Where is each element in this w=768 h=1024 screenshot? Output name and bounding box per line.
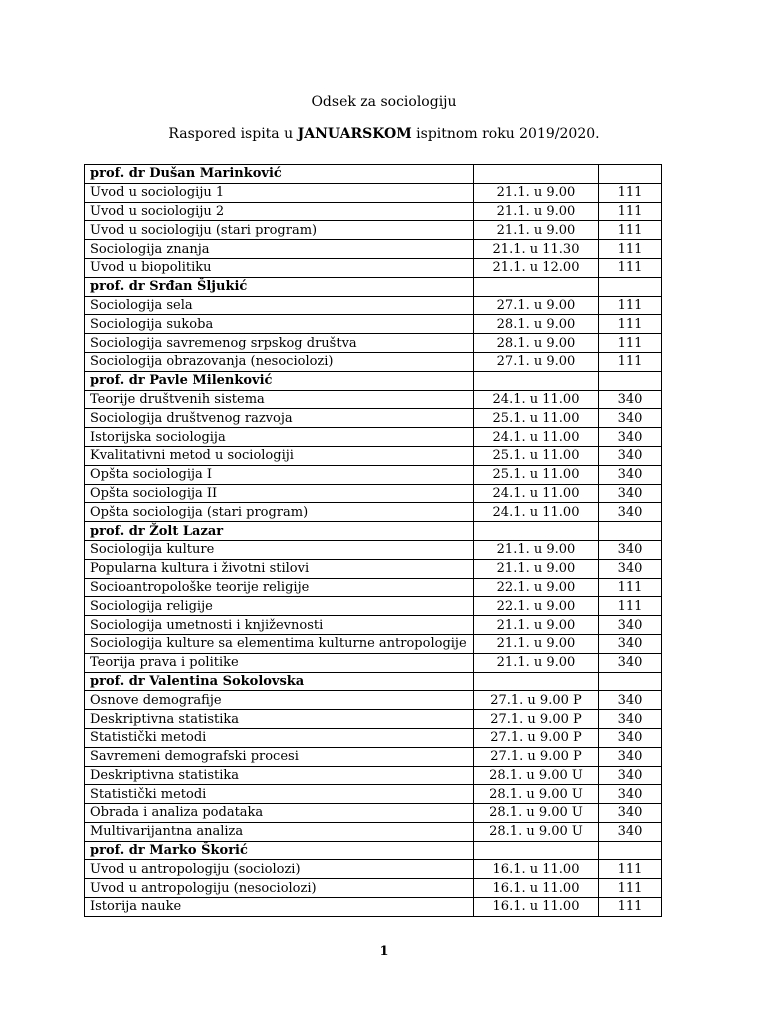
exam-date-cell xyxy=(474,277,599,296)
exam-schedule-table xyxy=(84,164,662,917)
exam-date-cell xyxy=(474,165,599,184)
course-row xyxy=(85,691,662,710)
exam-date-cell: 24.1. u 11.00 xyxy=(474,503,599,522)
course-row xyxy=(85,409,662,428)
course-row xyxy=(85,766,662,785)
room-cell: 111 xyxy=(599,597,662,616)
course-name-cell: Uvod u biopolitiku xyxy=(85,258,474,277)
course-name-cell: Opšta sociologija I xyxy=(85,465,474,484)
exam-date-cell: 28.1. u 9.00 xyxy=(474,334,599,353)
exam-date-cell: 21.1. u 9.00 xyxy=(474,540,599,559)
exam-date-cell: 24.1. u 11.00 xyxy=(474,484,599,503)
professor-row xyxy=(85,371,662,390)
exam-date-cell: 27.1. u 9.00 P xyxy=(474,747,599,766)
exam-date-cell: 27.1. u 9.00 P xyxy=(474,710,599,729)
exam-date-cell: 21.1. u 9.00 xyxy=(474,634,599,653)
exam-date-cell: 28.1. u 9.00 U xyxy=(474,822,599,841)
room-cell: 340 xyxy=(599,691,662,710)
room-cell: 111 xyxy=(599,578,662,597)
room-cell: 111 xyxy=(599,315,662,334)
room-cell: 340 xyxy=(599,804,662,823)
professor-row xyxy=(85,522,662,541)
course-name-cell: Teorija prava i politike xyxy=(85,653,474,672)
page-title: Odsek za sociologiju xyxy=(311,94,457,110)
page-number: 1 xyxy=(379,944,389,959)
course-row xyxy=(85,559,662,578)
exam-date-cell: 27.1. u 9.00 xyxy=(474,352,599,371)
course-name-cell: Savremeni demografski procesi xyxy=(85,747,474,766)
room-cell xyxy=(599,672,662,691)
subtitle-suffix: ispitnom roku 2019/2020. xyxy=(411,126,600,142)
room-cell: 340 xyxy=(599,540,662,559)
course-name-cell: Teorije društvenih sistema xyxy=(85,390,474,409)
course-row xyxy=(85,334,662,353)
exam-date-cell: 16.1. u 11.00 xyxy=(474,898,599,917)
room-cell: 340 xyxy=(599,785,662,804)
course-name-cell: Multivarijantna analiza xyxy=(85,822,474,841)
course-row xyxy=(85,446,662,465)
room-cell: 111 xyxy=(599,183,662,202)
course-row xyxy=(85,728,662,747)
professor-name-cell: prof. dr Pavle Milenković xyxy=(85,371,474,390)
course-row xyxy=(85,634,662,653)
course-row xyxy=(85,898,662,917)
room-cell: 340 xyxy=(599,634,662,653)
course-row xyxy=(85,653,662,672)
professor-name-cell: prof. dr Žolt Lazar xyxy=(85,522,474,541)
room-cell: 340 xyxy=(599,710,662,729)
professor-name-cell: prof. dr Srđan Šljukić xyxy=(85,277,474,296)
exam-date-cell: 24.1. u 11.00 xyxy=(474,428,599,447)
course-name-cell: Uvod u antropologiju (nesociolozi) xyxy=(85,879,474,898)
room-cell: 340 xyxy=(599,559,662,578)
exam-date-cell: 24.1. u 11.00 xyxy=(474,390,599,409)
course-row xyxy=(85,503,662,522)
course-name-cell: Sociologija savremenog srpskog društva xyxy=(85,334,474,353)
room-cell xyxy=(599,371,662,390)
room-cell: 340 xyxy=(599,446,662,465)
course-name-cell: Uvod u sociologiju 2 xyxy=(85,202,474,221)
exam-date-cell xyxy=(474,672,599,691)
course-name-cell: Opšta sociologija (stari program) xyxy=(85,503,474,522)
exam-date-cell: 28.1. u 9.00 xyxy=(474,315,599,334)
course-row xyxy=(85,484,662,503)
professor-row xyxy=(85,841,662,860)
course-row xyxy=(85,804,662,823)
course-name-cell: Deskriptivna statistika xyxy=(85,710,474,729)
course-name-cell: Istorija nauke xyxy=(85,898,474,917)
exam-date-cell: 27.1. u 9.00 xyxy=(474,296,599,315)
room-cell: 340 xyxy=(599,616,662,635)
room-cell: 111 xyxy=(599,258,662,277)
room-cell xyxy=(599,841,662,860)
professor-name-cell: prof. dr Dušan Marinković xyxy=(85,165,474,184)
course-name-cell: Deskriptivna statistika xyxy=(85,766,474,785)
room-cell: 111 xyxy=(599,202,662,221)
exam-date-cell: 25.1. u 11.00 xyxy=(474,465,599,484)
exam-date-cell: 22.1. u 9.00 xyxy=(474,578,599,597)
room-cell: 111 xyxy=(599,296,662,315)
exam-date-cell: 16.1. u 11.00 xyxy=(474,860,599,879)
course-name-cell: Uvod u sociologiju 1 xyxy=(85,183,474,202)
course-name-cell: Kvalitativni metod u sociologiji xyxy=(85,446,474,465)
course-row xyxy=(85,747,662,766)
subtitle-exam-period: JANUARSKOM xyxy=(297,126,412,142)
course-row xyxy=(85,183,662,202)
exam-date-cell: 27.1. u 9.00 P xyxy=(474,691,599,710)
room-cell: 111 xyxy=(599,240,662,259)
course-name-cell: Sociologija sukoba xyxy=(85,315,474,334)
course-row xyxy=(85,578,662,597)
course-row xyxy=(85,822,662,841)
exam-schedule-body xyxy=(85,165,662,917)
room-cell: 340 xyxy=(599,503,662,522)
room-cell: 340 xyxy=(599,465,662,484)
exam-date-cell: 21.1. u 11.30 xyxy=(474,240,599,259)
professor-name-cell: prof. dr Valentina Sokolovska xyxy=(85,672,474,691)
exam-date-cell: 21.1. u 9.00 xyxy=(474,183,599,202)
room-cell: 340 xyxy=(599,766,662,785)
room-cell: 340 xyxy=(599,653,662,672)
course-row xyxy=(85,860,662,879)
page-subtitle xyxy=(0,126,768,142)
course-row xyxy=(85,202,662,221)
room-cell: 111 xyxy=(599,898,662,917)
course-name-cell: Osnove demografije xyxy=(85,691,474,710)
room-cell: 340 xyxy=(599,728,662,747)
course-row xyxy=(85,616,662,635)
room-cell: 111 xyxy=(599,860,662,879)
course-name-cell: Opšta sociologija II xyxy=(85,484,474,503)
course-name-cell: Popularna kultura i životni stilovi xyxy=(85,559,474,578)
room-cell: 340 xyxy=(599,390,662,409)
course-name-cell: Istorijska sociologija xyxy=(85,428,474,447)
exam-date-cell: 21.1. u 9.00 xyxy=(474,559,599,578)
exam-date-cell: 21.1. u 9.00 xyxy=(474,616,599,635)
course-name-cell: Sociologija kulture xyxy=(85,540,474,559)
course-row xyxy=(85,390,662,409)
room-cell xyxy=(599,165,662,184)
course-row xyxy=(85,710,662,729)
room-cell: 111 xyxy=(599,879,662,898)
exam-date-cell: 25.1. u 11.00 xyxy=(474,446,599,465)
course-name-cell: Uvod u sociologiju (stari program) xyxy=(85,221,474,240)
exam-date-cell: 21.1. u 12.00 xyxy=(474,258,599,277)
room-cell: 111 xyxy=(599,221,662,240)
course-row xyxy=(85,428,662,447)
professor-row xyxy=(85,277,662,296)
exam-date-cell xyxy=(474,371,599,390)
course-row xyxy=(85,597,662,616)
course-name-cell: Sociologija sela xyxy=(85,296,474,315)
course-name-cell: Socioantropološke teorije religije xyxy=(85,578,474,597)
exam-date-cell: 28.1. u 9.00 U xyxy=(474,766,599,785)
course-name-cell: Obrada i analiza podataka xyxy=(85,804,474,823)
professor-name-cell: prof. dr Marko Škorić xyxy=(85,841,474,860)
exam-date-cell: 28.1. u 9.00 U xyxy=(474,785,599,804)
course-name-cell: Sociologija obrazovanja (nesociolozi) xyxy=(85,352,474,371)
exam-date-cell: 21.1. u 9.00 xyxy=(474,202,599,221)
subtitle-prefix: Raspored ispita u xyxy=(168,126,298,142)
room-cell: 340 xyxy=(599,822,662,841)
room-cell: 340 xyxy=(599,409,662,428)
course-name-cell: Sociologija društvenog razvoja xyxy=(85,409,474,428)
course-row xyxy=(85,315,662,334)
room-cell: 111 xyxy=(599,352,662,371)
professor-row xyxy=(85,165,662,184)
course-name-cell: Sociologija znanja xyxy=(85,240,474,259)
room-cell: 340 xyxy=(599,747,662,766)
exam-date-cell: 27.1. u 9.00 P xyxy=(474,728,599,747)
exam-date-cell xyxy=(474,841,599,860)
exam-date-cell: 28.1. u 9.00 U xyxy=(474,804,599,823)
course-row xyxy=(85,258,662,277)
course-name-cell: Statistički metodi xyxy=(85,728,474,747)
course-name-cell: Sociologija religije xyxy=(85,597,474,616)
course-row xyxy=(85,240,662,259)
course-row xyxy=(85,540,662,559)
exam-date-cell xyxy=(474,522,599,541)
room-cell xyxy=(599,522,662,541)
course-row xyxy=(85,296,662,315)
exam-date-cell: 22.1. u 9.00 xyxy=(474,597,599,616)
exam-date-cell: 25.1. u 11.00 xyxy=(474,409,599,428)
room-cell: 111 xyxy=(599,334,662,353)
exam-date-cell: 21.1. u 9.00 xyxy=(474,221,599,240)
course-name-cell: Uvod u antropologiju (sociolozi) xyxy=(85,860,474,879)
professor-row xyxy=(85,672,662,691)
course-name-cell: Statistički metodi xyxy=(85,785,474,804)
course-row xyxy=(85,879,662,898)
course-name-cell: Sociologija kulture sa elementima kulturne antropologije xyxy=(85,634,474,653)
course-row xyxy=(85,465,662,484)
course-name-cell: Sociologija umetnosti i književnosti xyxy=(85,616,474,635)
course-row xyxy=(85,221,662,240)
exam-date-cell: 21.1. u 9.00 xyxy=(474,653,599,672)
course-row xyxy=(85,785,662,804)
course-row xyxy=(85,352,662,371)
room-cell: 340 xyxy=(599,428,662,447)
room-cell: 340 xyxy=(599,484,662,503)
exam-date-cell: 16.1. u 11.00 xyxy=(474,879,599,898)
room-cell xyxy=(599,277,662,296)
